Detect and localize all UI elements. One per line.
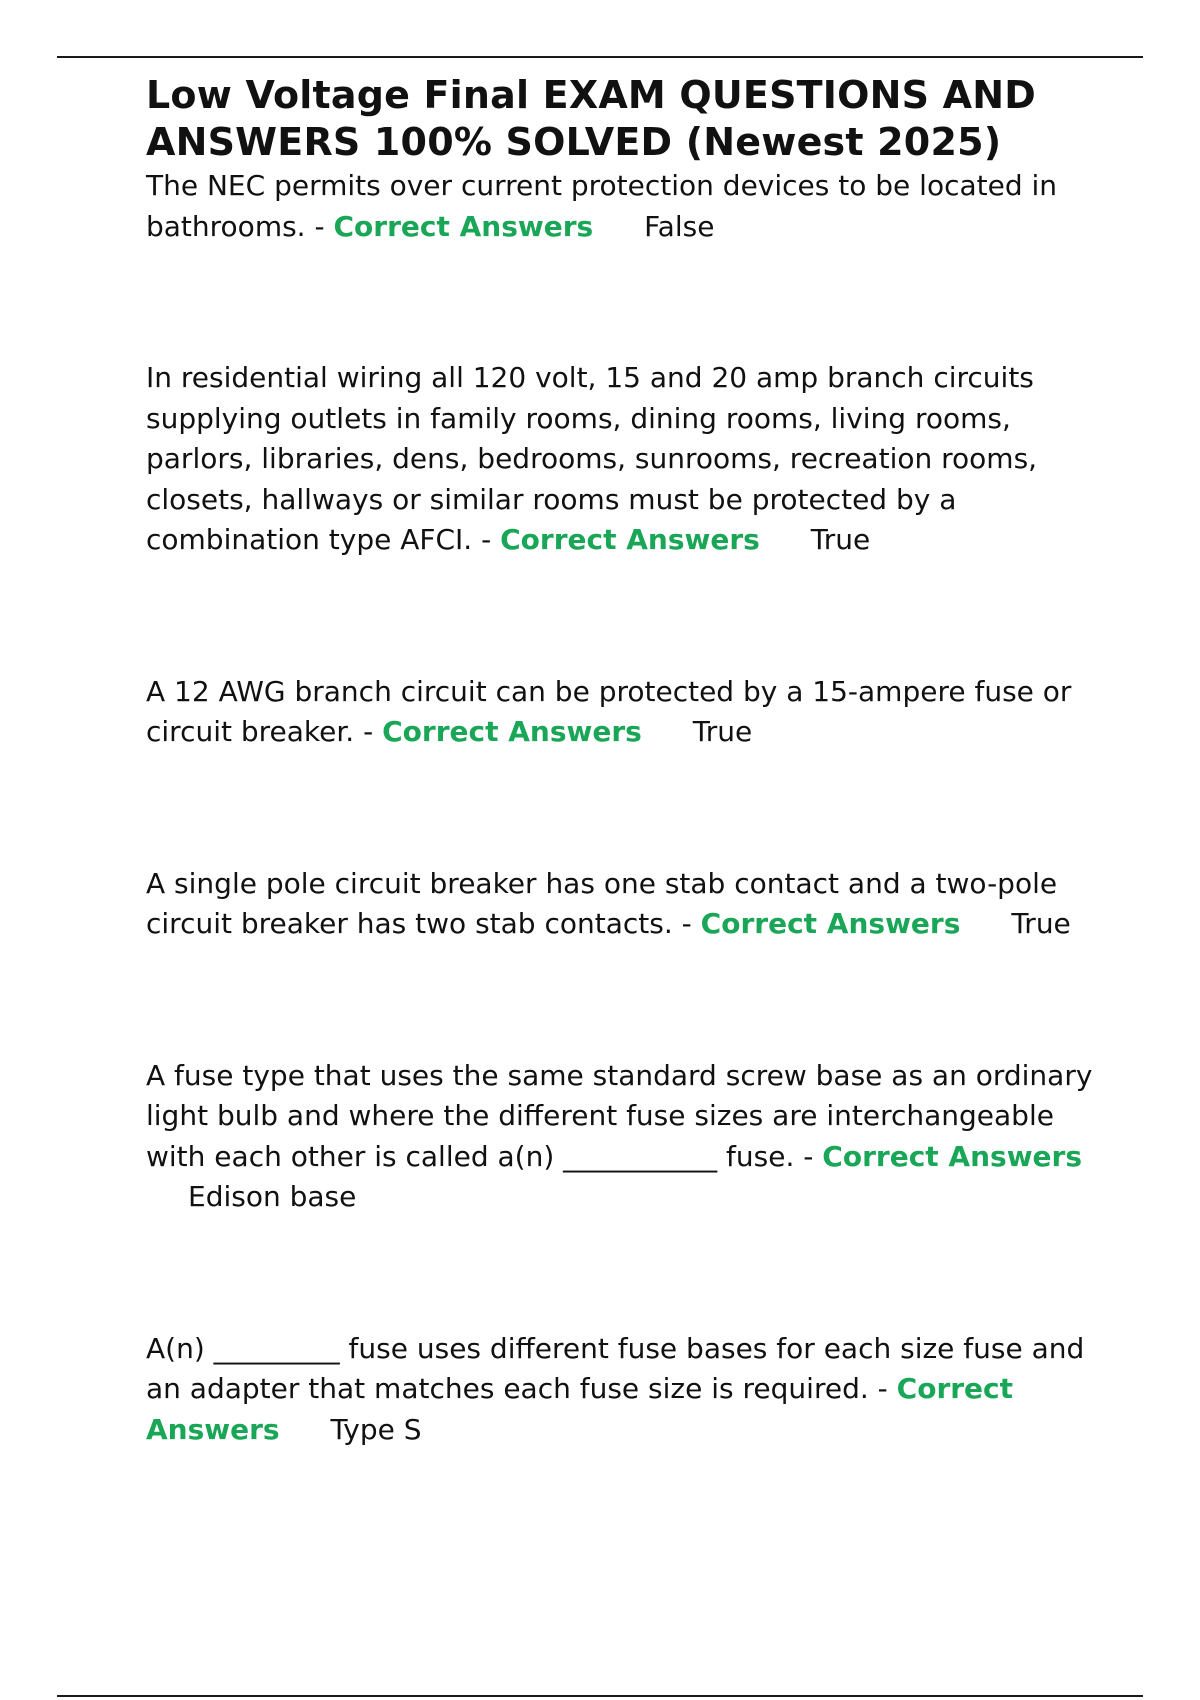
answer-text: True [1011, 907, 1071, 940]
qa-item [146, 864, 1096, 945]
answer-text: Type S [330, 1412, 422, 1446]
answer-text: True [692, 715, 753, 748]
question-text: A single pole circuit breaker has one stab contact and a two-pole circuit breaker has two stab contacts. - [146, 866, 1058, 940]
question-text: A(n) _________ fuse uses different fuse bases for each size fuse and an adapter that matches each fuse size is required. - [146, 1331, 1085, 1405]
document-title: Low Voltage Final EXAM QUESTIONS AND ANSWERS 100% SOLVED (Newest 2025) [146, 73, 1036, 164]
correct-answers-label: Correct Answers [382, 715, 642, 748]
correct-answers-label: Correct Answers [146, 1372, 1014, 1446]
footer-rule [57, 1695, 1143, 1697]
header-rule [57, 56, 1143, 58]
answer-text: False [644, 209, 715, 243]
document-body [146, 72, 1096, 1561]
answer-text: True [810, 523, 871, 556]
question-text: A 12 AWG branch circuit can be protected by a 15-ampere fuse or circuit breaker. - [146, 674, 1072, 748]
qa-item [146, 672, 1096, 753]
question-text: The NEC permits over current protection devices to be located in bathrooms. - [146, 169, 1058, 243]
qa-item [146, 358, 1096, 561]
question-text: A fuse type that uses the same standard screw base as an ordinary light bulb and where the different fuse sizes are interchangeable with each other is called a(n) ___________ fuse. - [146, 1058, 1093, 1173]
qa-item [146, 166, 1096, 247]
correct-answers-label: Correct Answers [333, 209, 594, 243]
qa-item [146, 1056, 1096, 1218]
answer-text: Edison base [188, 1180, 357, 1213]
correct-answers-label: Correct Answers [500, 523, 760, 556]
qa-item [146, 1329, 1096, 1451]
correct-answers-label: Correct Answers [822, 1139, 1083, 1173]
question-text: In residential wiring all 120 volt, 15 and 20 amp branch circuits supplying outlets in family rooms, dining rooms, living rooms, parlors, libraries, dens, bedrooms, sunrooms, recreation rooms, closets, hallways or similar rooms must be protected by a combination type AFCI. - [146, 361, 1038, 556]
correct-answers-label: Correct Answers [700, 907, 961, 940]
